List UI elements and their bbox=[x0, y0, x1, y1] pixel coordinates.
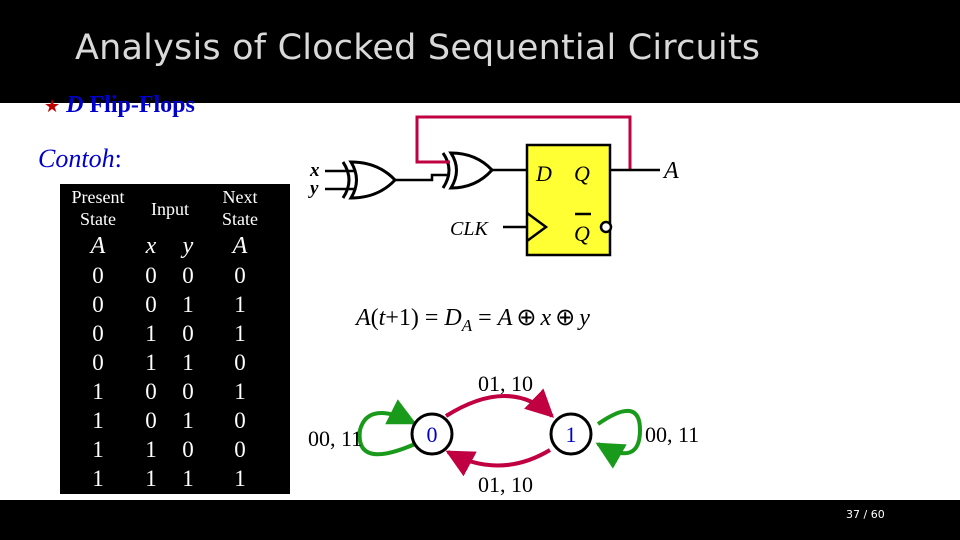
ff-d-label: D bbox=[536, 161, 552, 186]
edge-label-top: 01, 10 bbox=[478, 371, 533, 396]
eq-a2: A bbox=[497, 305, 513, 331]
state-1-label: 1 bbox=[565, 422, 577, 447]
qbar-bubble bbox=[601, 222, 611, 232]
subtitle-text: Flip-Flops bbox=[83, 92, 195, 118]
table-cell: 0 bbox=[182, 379, 194, 404]
table-cell: 1 bbox=[92, 437, 104, 462]
input-y-label: y bbox=[310, 178, 319, 199]
self-loop-0 bbox=[360, 413, 415, 454]
table-col-label: A bbox=[90, 233, 106, 259]
self-loop-1 bbox=[598, 411, 640, 453]
table-cell: 0 bbox=[145, 292, 157, 317]
page-number: 37 / 60 bbox=[846, 508, 885, 521]
table-col-label: A bbox=[232, 233, 248, 259]
eq-open: ( bbox=[370, 305, 379, 331]
eq-d: D bbox=[444, 305, 462, 331]
edge-label-bottom: 01, 10 bbox=[478, 472, 533, 497]
subtitle-d: D bbox=[66, 92, 84, 118]
header-next-line1: Next bbox=[222, 187, 258, 207]
table-cell: 0 bbox=[182, 437, 194, 462]
header-present-line1: Present bbox=[71, 187, 125, 207]
star-bullet-icon: ★ bbox=[44, 96, 61, 116]
state-0-label: 0 bbox=[426, 422, 438, 447]
table-cell: 0 bbox=[92, 292, 104, 317]
header-next-line2: State bbox=[222, 209, 258, 229]
clk-label: CLK bbox=[450, 218, 488, 240]
table-cell: 1 bbox=[234, 321, 246, 346]
transition-1-to-0 bbox=[448, 450, 550, 466]
table-col-label: x bbox=[145, 233, 157, 259]
eq-y: y bbox=[579, 305, 590, 331]
eq-a: A bbox=[356, 305, 371, 331]
eq-sub: A bbox=[461, 316, 473, 335]
table-cell: 1 bbox=[92, 379, 104, 404]
table-cell: 1 bbox=[145, 466, 157, 491]
next-state-equation bbox=[354, 305, 590, 335]
footer-bar bbox=[0, 500, 960, 540]
header-present-line2: State bbox=[80, 209, 116, 229]
table-cell: 1 bbox=[182, 350, 194, 375]
table-cell: 1 bbox=[234, 466, 246, 491]
table-cell: 1 bbox=[145, 350, 157, 375]
table-cell: 0 bbox=[145, 379, 157, 404]
table-cell: 0 bbox=[234, 350, 246, 375]
table-cell: 0 bbox=[92, 321, 104, 346]
slide-title: Analysis of Clocked Sequential Circuits bbox=[75, 28, 761, 68]
table-cell: 0 bbox=[182, 321, 194, 346]
table-cell: 0 bbox=[145, 408, 157, 433]
transition-0-to-1 bbox=[446, 396, 552, 416]
table-cell: 1 bbox=[182, 408, 194, 433]
table-cell: 1 bbox=[145, 321, 157, 346]
table-cell: 0 bbox=[234, 408, 246, 433]
example-colon: : bbox=[114, 144, 122, 173]
output-a-label: A bbox=[664, 158, 679, 184]
eq-equals-2: = bbox=[472, 305, 498, 331]
table-cell: 1 bbox=[145, 437, 157, 462]
table-cell: 1 bbox=[92, 466, 104, 491]
header-input: Input bbox=[151, 199, 189, 219]
table-col-label: y bbox=[182, 233, 194, 259]
table-cell: 0 bbox=[92, 350, 104, 375]
table-cell: 0 bbox=[182, 263, 194, 288]
table-cell: 0 bbox=[92, 263, 104, 288]
wire-xor1-to-xor2 bbox=[395, 175, 450, 180]
xor-gate-2 bbox=[443, 153, 492, 188]
table-cell: 0 bbox=[145, 263, 157, 288]
xor-gate-1 bbox=[343, 162, 395, 198]
table-cell: 1 bbox=[92, 408, 104, 433]
xor-symbol-icon: ⊕ bbox=[555, 305, 576, 331]
table-cell: 1 bbox=[182, 292, 194, 317]
self-loop-1-label: 00, 11 bbox=[645, 422, 700, 447]
input-x-label: x bbox=[310, 160, 320, 181]
table-cell: 0 bbox=[234, 263, 246, 288]
table-cell: 1 bbox=[234, 292, 246, 317]
eq-t: t bbox=[378, 305, 386, 331]
table-cell: 1 bbox=[234, 379, 246, 404]
eq-equals-1: = bbox=[418, 305, 445, 331]
eq-x: x bbox=[540, 305, 552, 331]
table-cell: 0 bbox=[234, 437, 246, 462]
ff-qbar-label: Q bbox=[574, 221, 590, 246]
example-word: Contoh bbox=[38, 144, 115, 173]
table-cell: 1 bbox=[182, 466, 194, 491]
eq-t-rest: +1) bbox=[385, 305, 419, 331]
self-loop-0-label: 00, 11 bbox=[308, 426, 363, 451]
xor-symbol-icon: ⊕ bbox=[516, 305, 537, 331]
ff-q-label: Q bbox=[574, 161, 590, 186]
